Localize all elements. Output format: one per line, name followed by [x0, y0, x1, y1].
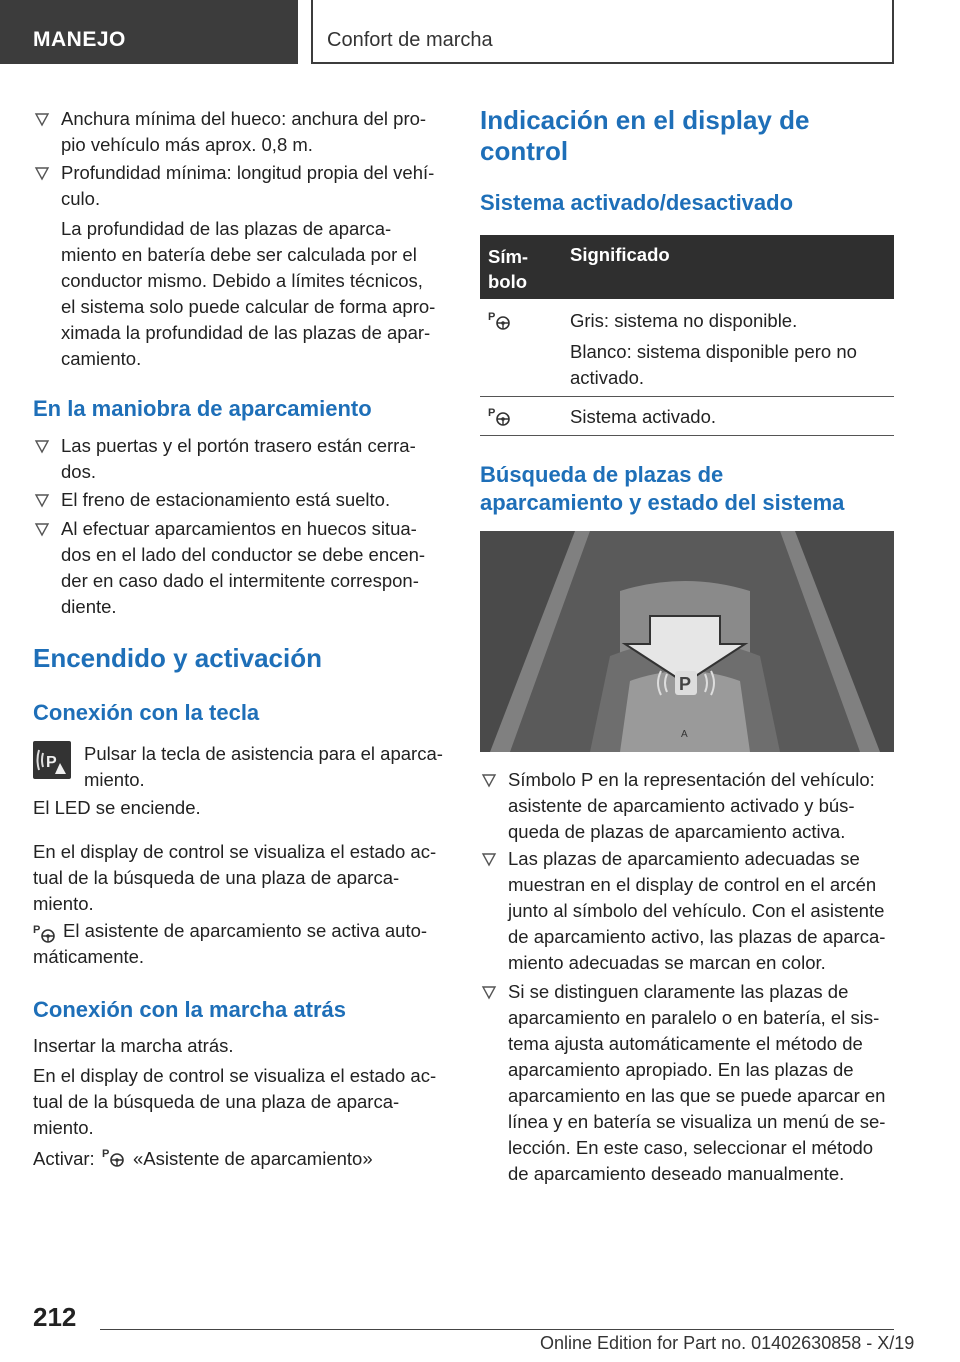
- page-number: 212: [33, 1302, 77, 1332]
- heading-maneuver: En la maniobra de aparcamiento: [33, 396, 372, 421]
- svg-text:P: P: [102, 1148, 110, 1160]
- table-cell: Blanco: sistema disponible pero no activado.: [570, 341, 857, 388]
- heading-button: Conexión con la tecla: [33, 700, 260, 725]
- button-instruction: Pulsar la tecla de asistencia para el aparca- miento.: [84, 743, 443, 790]
- list-item: [33, 160, 443, 212]
- column-header-meaning: Significado: [570, 244, 670, 265]
- list-item: [33, 433, 443, 485]
- table-row: [480, 396, 894, 436]
- table-header: [480, 235, 894, 299]
- chapter-tab: [311, 0, 894, 64]
- list-item: [33, 487, 443, 513]
- display-illustration: [480, 531, 894, 752]
- menu-path: «Asistente de aparcamiento»: [133, 1148, 373, 1169]
- table-cell: Gris: sistema no disponible.: [570, 310, 798, 331]
- display-text: En el display de control se visualiza el estado ac- tual de la búsqueda de una plaza de aparca- miento.: [33, 841, 437, 914]
- edition-text: Online Edition for Part no. 01402630858 - X/19: [540, 1333, 915, 1353]
- svg-text:A: A: [681, 729, 688, 740]
- heading-search: Búsqueda de plazas de aparcamiento y estado del sistema: [480, 462, 845, 515]
- display-text: En el display de control se visualiza el estado ac- tual de la búsqueda de una plaza de aparca- miento.: [33, 1065, 437, 1138]
- bullet-triangle-icon: [480, 847, 498, 871]
- bullet-triangle-icon: [33, 107, 51, 131]
- park-assist-active-icon: [488, 405, 514, 427]
- depth-note: La profundidad de las plazas de aparca- miento en batería debe ser calculada por el conductor mismo. Debido a límites técnicos, el sistema solo puede calcular de forma apro- ximada la profundidad de las plazas de apar- camiento.: [61, 218, 436, 369]
- list-item-text: Las puertas y el portón trasero están cerra- dos.: [61, 435, 416, 482]
- footer-divider: [100, 1329, 894, 1330]
- list-item-text: Si se distinguen claramente las plazas de aparcamiento en paralelo o en batería, el sis- tema ajusta automáticamente el método de aparcamiento apropiado. En las plazas de aparcamiento en las que se puede aparcar en línea y en batería se visualiza un menú de se- lección. En este caso, seleccionar el método de aparcamiento deseado manualmente.: [508, 981, 886, 1184]
- list-item: [480, 767, 894, 845]
- bullet-triangle-icon: [33, 434, 51, 458]
- bullet-triangle-icon: [33, 517, 51, 541]
- svg-text:P: P: [488, 407, 496, 419]
- section-title: MANEJO: [33, 28, 126, 51]
- reverse-text: Insertar la marcha atrás.: [33, 1035, 234, 1056]
- activate-label: Activar:: [33, 1148, 95, 1169]
- list-item-text: Profundidad mínima: longitud propia del vehí- culo.: [61, 162, 435, 209]
- auto-activation-text: El asistente de aparcamiento se activa auto- máticamente.: [33, 920, 428, 967]
- list-item: [480, 846, 894, 976]
- list-item-text: Símbolo P en la representación del vehículo: asistente de aparcamiento activado y bús- queda de plazas de aparcamiento activa.: [508, 769, 875, 842]
- table-cell: Sistema activado.: [570, 406, 717, 427]
- bullet-triangle-icon: [480, 768, 498, 792]
- svg-text:P: P: [46, 754, 57, 771]
- column-header-symbol: Sím- bolo: [488, 246, 529, 292]
- list-item: [33, 106, 443, 158]
- bullet-triangle-icon: [480, 980, 498, 1004]
- led-text: El LED se enciende.: [33, 797, 201, 818]
- park-assist-key-icon: [33, 741, 71, 779]
- list-item: [480, 979, 894, 1187]
- svg-text:P: P: [679, 674, 692, 694]
- park-assist-icon: [488, 309, 514, 331]
- bullet-triangle-icon: [33, 161, 51, 185]
- list-item-text: Anchura mínima del hueco: anchura del pro- pio vehículo más aprox. 0,8 m.: [61, 108, 427, 155]
- heading-reverse: Conexión con la marcha atrás: [33, 997, 346, 1022]
- list-item-text: Las plazas de aparcamiento adecuadas se muestran en el display de control en el arcén junto al símbolo del vehículo. Con el asistente de aparcamiento activo, las plazas de aparca- miento adecuadas se marcan en color.: [508, 848, 886, 973]
- heading-switch-on: Encendido y activación: [33, 643, 322, 673]
- list-item: [33, 516, 443, 620]
- table-row: [480, 299, 894, 397]
- heading-display: Indicación en el display de control: [480, 105, 810, 166]
- svg-text:P: P: [488, 311, 496, 323]
- park-assist-icon: [102, 1146, 128, 1168]
- chapter-title: Confort de marcha: [327, 29, 493, 51]
- list-item-text: Al efectuar aparcamientos en huecos situa- dos en el lado del conductor se debe encen- der en caso dado el intermitente correspon- diente.: [61, 518, 426, 617]
- list-item-text: El freno de estacionamiento está suelto.: [61, 489, 391, 510]
- heading-status: Sistema activado/desactivado: [480, 190, 794, 215]
- svg-text:P: P: [33, 924, 41, 936]
- section-tab: [0, 0, 298, 64]
- bullet-triangle-icon: [33, 488, 51, 512]
